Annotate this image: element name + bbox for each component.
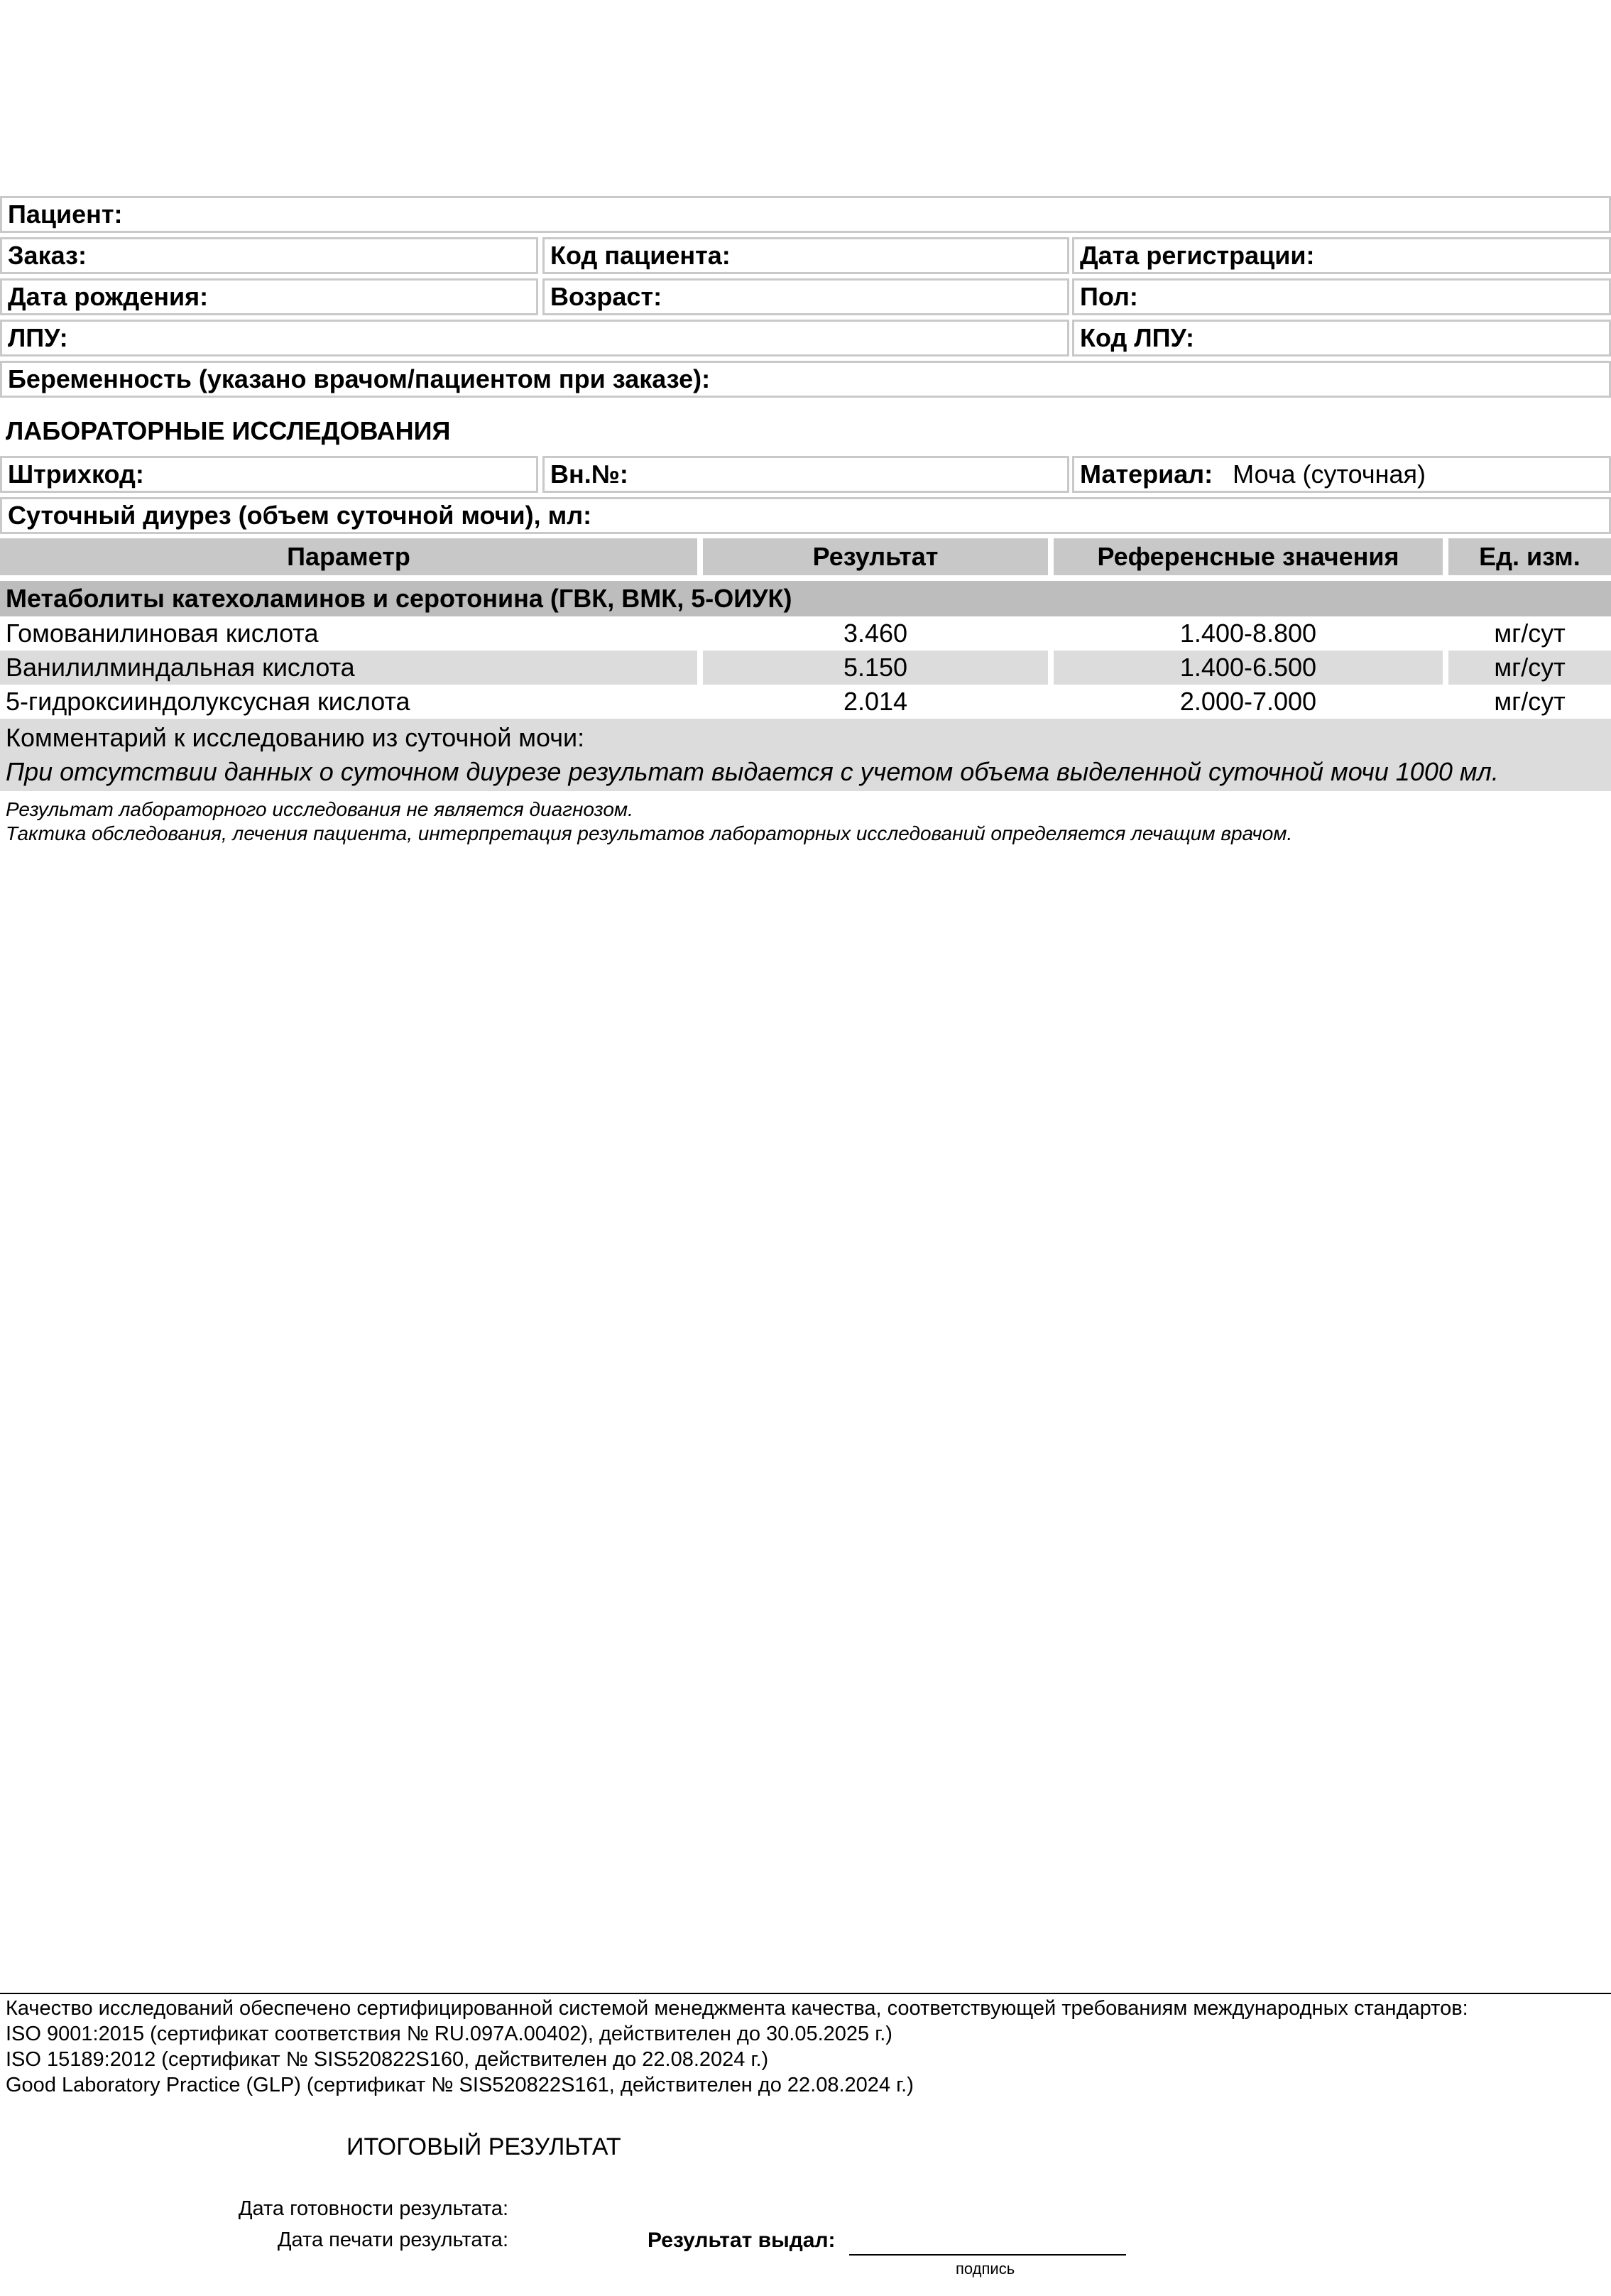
pregnancy-field — [0, 361, 1611, 398]
patient-field — [0, 196, 1611, 233]
table-row — [0, 616, 1611, 651]
iso-15189-line: ISO 15189:2012 (сертификат № SIS520822S160, действителен до 22.08.2024 г.) — [6, 2048, 769, 2071]
column-header-unit-text: Ед. изм. — [1479, 542, 1580, 571]
row-parameter: Ванилилминдальная кислота — [6, 653, 355, 682]
sex-field — [1072, 278, 1611, 315]
issued-by-label: Результат выдал: — [648, 2229, 836, 2252]
lpu-label: ЛПУ: — [8, 323, 68, 352]
disclaimer-note: Тактика обследования, лечения пациента, интерпретация результатов лабораторных исследований определяется лечащим врачом. — [6, 822, 1293, 844]
age-label: Возраст: — [550, 282, 662, 311]
patient-code-label: Код пациента: — [550, 241, 731, 270]
row-unit: мг/сут — [1494, 619, 1566, 648]
signature-caption: подпись — [956, 2260, 1015, 2278]
registration-date-field — [1072, 237, 1611, 274]
row-result: 2.014 — [843, 687, 908, 716]
column-divider — [1048, 651, 1054, 685]
lpu-code-label: Код ЛПУ: — [1080, 323, 1194, 352]
lab-section-title: ЛАБОРАТОРНЫЕ ИССЛЕДОВАНИЯ — [6, 416, 451, 445]
diuresis-field — [0, 497, 1611, 534]
row-reference: 1.400-8.800 — [1179, 619, 1317, 648]
material-value: Моча (суточная) — [1233, 459, 1426, 489]
table-row — [0, 651, 1611, 685]
table-row — [0, 685, 1611, 719]
signature-line — [849, 2254, 1126, 2256]
table-group-row — [0, 581, 1611, 616]
glp-line: Good Laboratory Practice (GLP) (сертификат № SIS520822S161, действителен до 22.08.2024 г.) — [6, 2074, 914, 2096]
pregnancy-label: Беременность (указано врачом/пациентом при заказе): — [8, 364, 711, 393]
quality-statement: Качество исследований обеспечено сертифицированной системой менеджмента качества, соответствующей требованиям международных стандартов: — [6, 1997, 1468, 2020]
final-result-title: ИТОГОВЫЙ РЕЗУЛЬТАТ — [346, 2133, 621, 2160]
internal-no-field — [542, 456, 1069, 493]
row-unit: мг/сут — [1494, 687, 1566, 716]
row-result: 5.150 — [843, 653, 908, 682]
column-header-reference — [1054, 538, 1443, 575]
comment-text: При отсутствии данных о суточном диурезе результат выдается с учетом объема выделенной суточной мочи 1000 мл. — [6, 757, 1499, 786]
group-title: Метаболиты катехоламинов и серотонина (ГВК, ВМК, 5-ОИУК) — [6, 584, 792, 613]
row-result: 3.460 — [843, 619, 908, 648]
sex-label: Пол: — [1080, 282, 1138, 311]
column-header-result — [703, 538, 1048, 575]
registration-date-label: Дата регистрации: — [1080, 241, 1315, 270]
barcode-field — [0, 456, 538, 493]
iso-9001-line: ISO 9001:2015 (сертификат соответствия № RU.097А.00402), действителен до 30.05.2025 г.) — [6, 2023, 892, 2045]
column-header-unit — [1448, 538, 1611, 575]
row-reference: 1.400-6.500 — [1179, 653, 1317, 682]
birth-date-label: Дата рождения: — [8, 282, 209, 311]
material-field — [1072, 456, 1611, 493]
column-header-parameter-text: Параметр — [287, 542, 410, 571]
lpu-code-field — [1072, 320, 1611, 357]
footer-divider — [0, 1993, 1611, 1994]
column-divider — [1443, 651, 1448, 685]
row-reference: 2.000-7.000 — [1179, 687, 1317, 716]
print-date-label: Дата печати результата: — [277, 2229, 508, 2251]
material-label: Материал: — [1080, 459, 1213, 489]
ready-date-label: Дата готовности результата: — [238, 2197, 508, 2220]
patient-label: Пациент: — [8, 200, 123, 229]
internal-no-label: Вн.№: — [550, 459, 628, 489]
age-field — [542, 278, 1069, 315]
row-parameter: Гомованилиновая кислота — [6, 619, 319, 648]
column-divider — [697, 651, 703, 685]
column-header-result-text: Результат — [812, 542, 939, 571]
lpu-field — [0, 320, 1069, 357]
row-parameter: 5-гидроксииндолуксусная кислота — [6, 687, 410, 716]
disclaimer-note: Результат лабораторного исследования не является диагнозом. — [6, 798, 633, 820]
patient-code-field — [542, 237, 1069, 274]
diuresis-label: Суточный диурез (объем суточной мочи), мл: — [8, 501, 592, 530]
comment-block — [0, 719, 1611, 791]
column-header-parameter — [0, 538, 697, 575]
column-header-reference-text: Референсные значения — [1097, 542, 1399, 571]
order-label: Заказ: — [8, 241, 87, 270]
order-field — [0, 237, 538, 274]
row-unit: мг/сут — [1494, 653, 1566, 682]
comment-label: Комментарий к исследованию из суточной мочи: — [6, 723, 585, 752]
birth-date-field — [0, 278, 538, 315]
barcode-label: Штрихкод: — [8, 459, 144, 489]
